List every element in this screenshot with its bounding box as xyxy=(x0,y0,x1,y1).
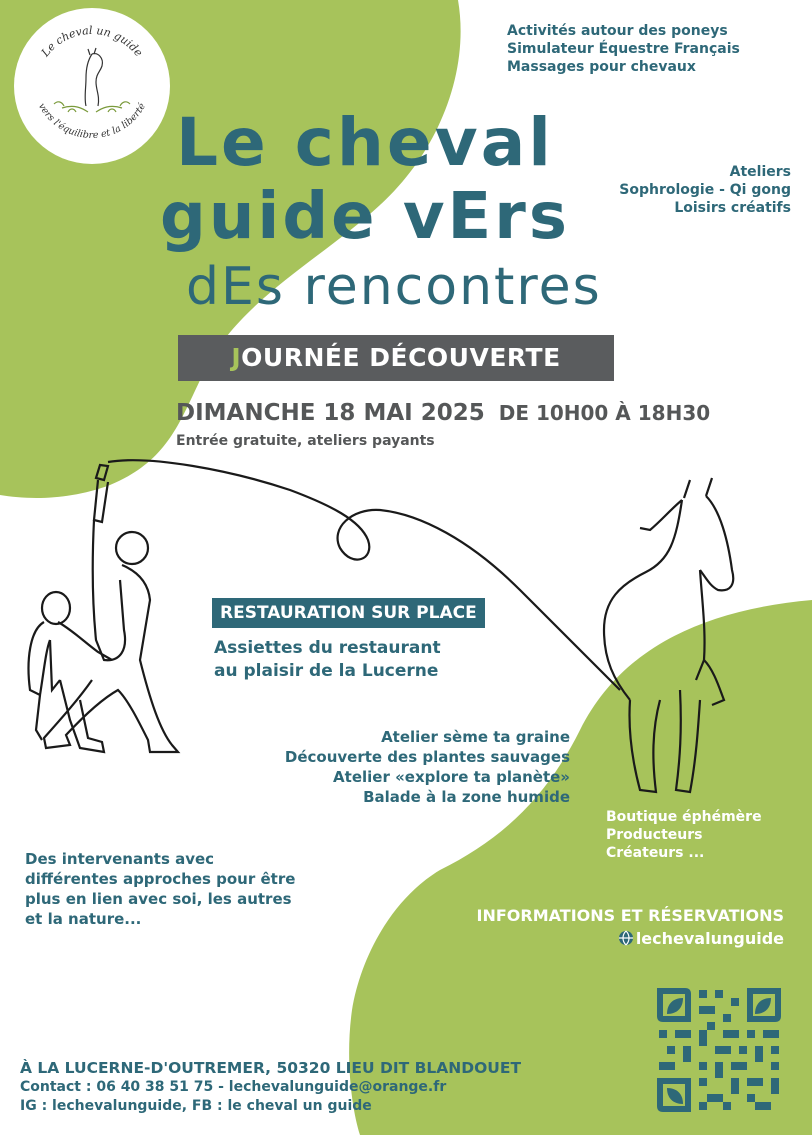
boutique-list xyxy=(606,808,762,862)
restauration-label: RESTAURATION SUR PLACE xyxy=(212,598,485,628)
intervenants-line: Des intervenants avec xyxy=(25,850,215,868)
restauration-line: Assiettes du restaurant xyxy=(214,638,441,658)
intervenants-line: et la nature... xyxy=(25,910,142,928)
title-line-2: guide vErs xyxy=(160,180,570,254)
date-day: DIMANCHE 18 MAI 2025 xyxy=(176,400,485,426)
boutique-item: Créateurs ... xyxy=(606,845,705,861)
intervenants-line: différentes approches pour être xyxy=(25,870,296,888)
intervenants-text xyxy=(25,849,295,929)
adult-figure-icon xyxy=(44,465,178,752)
instagram-handle[interactable] xyxy=(618,929,784,948)
nature-atelier-item: Balade à la zone humide xyxy=(363,788,570,806)
info-heading: INFORMATIONS ET RÉSERVATIONS xyxy=(476,906,784,925)
instagram-text: lechevalunguide xyxy=(635,929,784,948)
social-line[interactable]: IG : lechevalunguide, FB : le cheval un guide xyxy=(20,1098,372,1114)
restauration-line: au plaisir de la Lucerne xyxy=(214,661,439,681)
nature-atelier-item: Découverte des plantes sauvages xyxy=(284,748,570,766)
intervenants-line: plus en lien avec soi, les autres xyxy=(25,890,292,908)
title-line-3: dEs rencontres xyxy=(186,257,602,317)
nature-atelier-item: Atelier «explore ta planète» xyxy=(333,768,570,786)
nature-ateliers-list xyxy=(285,727,570,807)
ateliers-heading: Ateliers xyxy=(729,164,791,180)
contact-line[interactable]: Contact : 06 40 38 51 75 - lechevalunguide@orange.fr xyxy=(20,1079,447,1095)
banner-text: OURNÉE DÉCOUVERTE xyxy=(241,343,561,372)
activity-item: Simulateur Équestre Français xyxy=(507,41,740,57)
activity-item: Activités autour des poneys xyxy=(507,23,728,39)
banner-first-letter: J xyxy=(231,343,242,372)
nature-atelier-item: Atelier sème ta graine xyxy=(381,728,570,746)
boutique-item: Producteurs xyxy=(606,827,703,843)
address: À LA LUCERNE-D'OUTREMER, 50320 LIEU DIT BLANDOUET xyxy=(20,1059,522,1077)
date-hours: DE 10H00 À 18H30 xyxy=(498,401,711,425)
horse-drawing-icon xyxy=(604,478,733,792)
atelier-item: Loisirs créatifs xyxy=(674,200,791,216)
logo-text-bottom: vers l'équilibre et la liberté xyxy=(35,101,149,142)
restauration-details xyxy=(214,637,441,683)
activity-item: Massages pour chevaux xyxy=(507,59,696,75)
boutique-item: Boutique éphémère xyxy=(606,809,762,825)
footer-contact xyxy=(20,1058,521,1116)
child-figure-icon xyxy=(29,592,112,752)
info-reservations xyxy=(477,906,784,948)
atelier-item: Sophrologie - Qi gong xyxy=(619,182,791,198)
globe-icon xyxy=(618,930,634,946)
qr-code[interactable] xyxy=(655,986,783,1114)
logo-text-top: Le cheval un guide xyxy=(38,23,146,60)
entry-info: Entrée gratuite, ateliers payants xyxy=(176,433,435,449)
title-line-1: Le cheval xyxy=(176,104,554,181)
